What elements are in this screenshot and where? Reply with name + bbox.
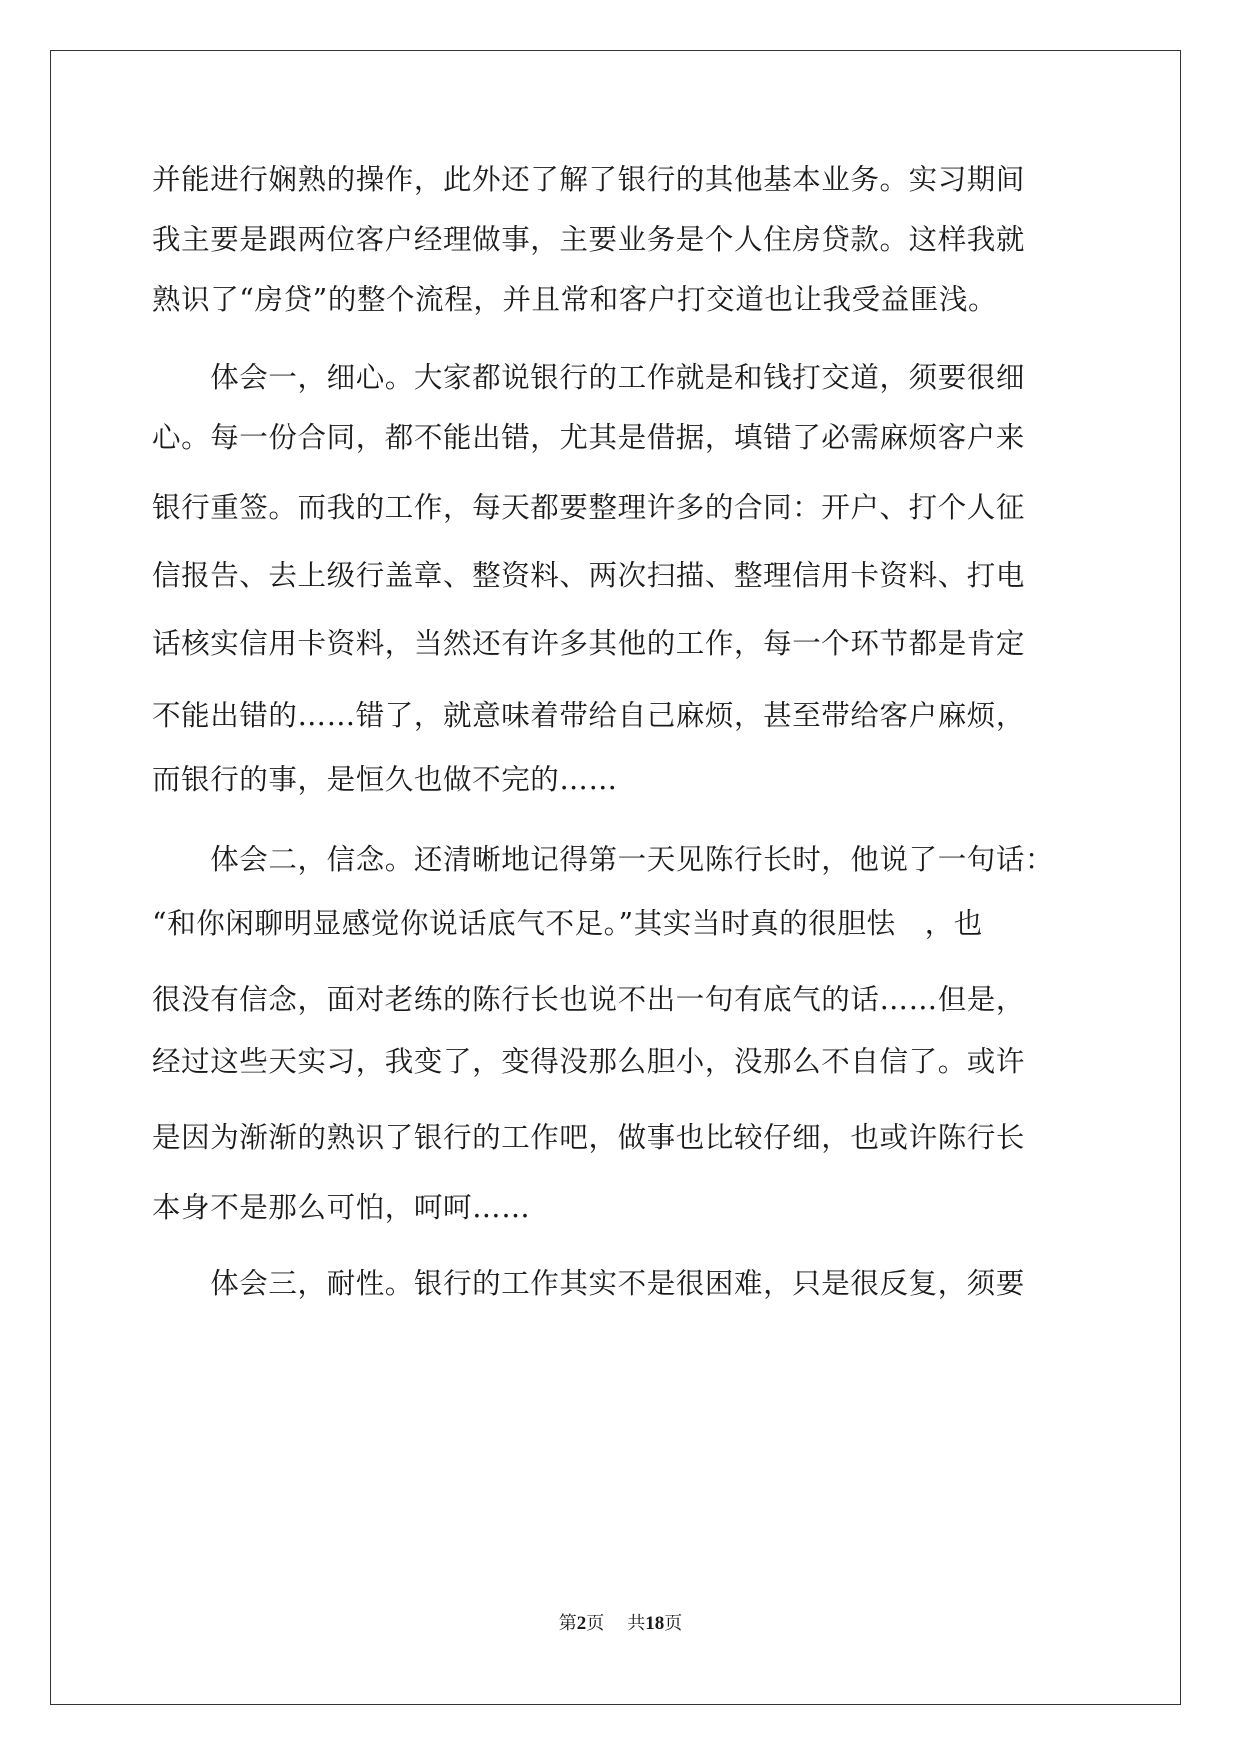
body-line: 是因为渐渐的熟识了银行的工作吧，做事也比较仔细，也或许陈行长 [152,1121,1026,1154]
body-line: 体会一，细心。大家都说银行的工作就是和钱打交道，须要很细 [152,361,1026,394]
body-line: 不能出错的……错了，就意味着带给自己麻烦，甚至带给客户麻烦， [152,699,1026,732]
body-line: 话核实信用卡资料，当然还有许多其他的工作，每一个环节都是肯定 [152,627,1026,660]
total-suffix: 页 [664,1613,683,1634]
body-line: 经过这些天实习，我变了，变得没那么胆小，没那么不自信了。或许 [152,1045,1026,1078]
body-line: 体会二，信念。还清晰地记得第一天见陈行长时，他说了一句话： [152,843,1055,876]
body-line: 信报告、去上级行盖章、整资料、两次扫描、整理信用卡资料、打电 [152,559,1026,592]
body-line: 体会三，耐性。银行的工作其实不是很困难，只是很反复，须要 [152,1267,1026,1300]
body-line: “和你闲聊明显感觉你说话底气不足。”其实当时真的很胆怯 ，也 [152,907,983,940]
body-line: 我主要是跟两位客户经理做事，主要业务是个人住房贷款。这样我就 [152,223,1026,256]
body-line: 很没有信念，面对老练的陈行长也说不出一句有底气的话……但是， [152,983,1026,1016]
page-number: 2 [576,1613,587,1634]
body-line: 本身不是那么可怕，呵呵…… [152,1191,531,1224]
body-line: 而银行的事，是恒久也做不完的…… [152,763,618,796]
total-prefix: 共 [627,1613,646,1634]
body-line: 熟识了“房贷”的整个流程，并且常和客户打交道也让我受益匪浅。 [152,283,998,316]
page-prefix: 第 [558,1613,577,1634]
body-line: 银行重签。而我的工作，每天都要整理许多的合同：开户、打个人征 [152,491,1026,524]
page-footer [0,1612,1241,1636]
total-pages: 18 [645,1613,665,1634]
page-suffix: 页 [586,1613,605,1634]
body-line: 心。每一份合同，都不能出错，尤其是借据，填错了必需麻烦客户来 [152,421,1026,454]
body-line: 并能进行娴熟的操作，此外还了解了银行的其他基本业务。实习期间 [152,163,1026,196]
